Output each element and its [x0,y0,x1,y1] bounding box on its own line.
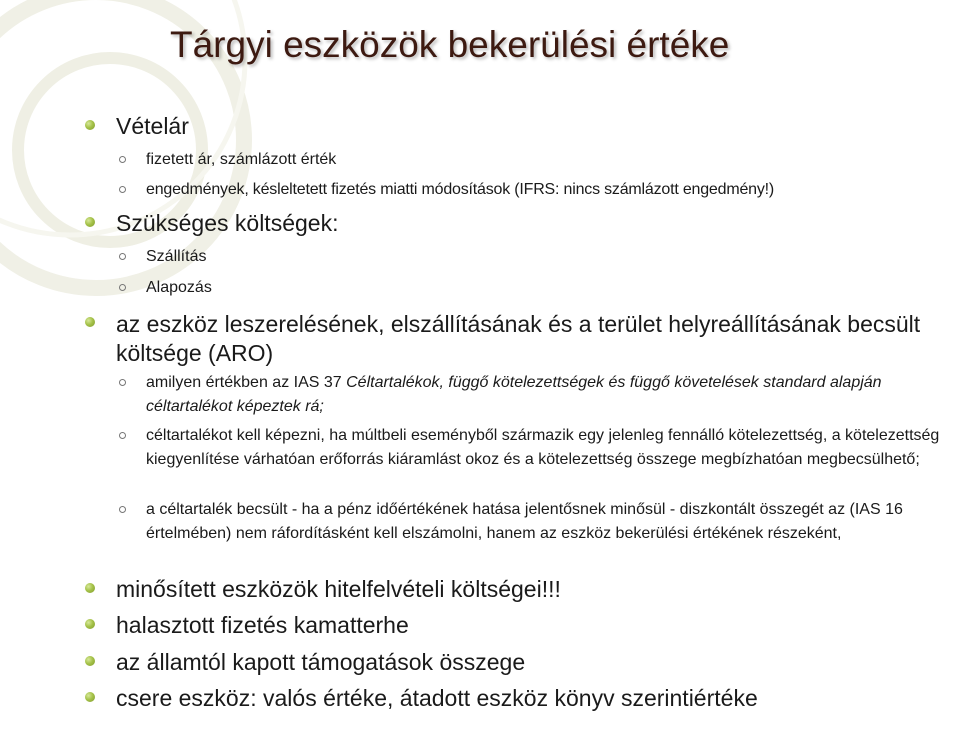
item-text: az államtól kapott támogatások összege [116,649,526,675]
sub-bullet-icon [119,156,126,163]
sub-list-item [146,424,956,472]
list-item [116,649,946,676]
item-text: csere eszköz: valós értéke, átadott eszköz könyv szerintiértéke [116,685,758,711]
bullet-icon [85,317,95,327]
sub-bullet-icon [119,186,126,193]
sub-list-item [146,245,956,269]
item-text: minősített eszközök hitelfelvételi költségei!!! [116,576,561,602]
sub-list-item [146,276,956,300]
slide-title: Tárgyi eszközök bekerülési értéke [170,24,730,65]
item-text: Szükséges költségek: [116,210,339,236]
bullet-icon [85,217,95,227]
list-item [116,685,946,712]
sub-list-item [146,498,956,546]
list-item [116,210,946,237]
item-text: Alapozás [146,279,212,296]
list-item [116,310,946,368]
list-item [116,576,946,603]
sub-bullet-icon [119,379,126,386]
item-text: engedmények, késleltetett fizetés miatti módosítások (IFRS: nincs számlázott engedmény!) [146,181,775,198]
list-item [116,113,946,140]
item-text: amilyen értékben az IAS 37 [146,374,347,391]
bullet-icon [85,656,95,666]
sub-list-item [146,178,956,202]
item-text: az eszköz leszerelésének, elszállításának és a terület helyreállításának becsült költsége (ARO) [116,311,921,366]
item-text: Szállítás [146,248,207,265]
sub-bullet-icon [119,506,126,513]
item-text: fizetett ár, számlázott érték [146,151,337,168]
bullet-icon [85,120,95,130]
sub-bullet-icon [119,253,126,260]
sub-bullet-icon [119,432,126,439]
bullet-icon [85,583,95,593]
bullet-icon [85,692,95,702]
item-text: Vételár [116,113,189,139]
sub-list-item [146,148,956,172]
item-text: halasztott fizetés kamatterhe [116,612,409,638]
bullet-icon [85,619,95,629]
standard-name: Céltartalékok, függő kötelezettségek és függő követelések standard alapján céltartalékot képeztek rá; [146,374,882,415]
item-text: céltartalékot kell képezni, ha múltbeli eseményből származik egy jelenleg fennálló kötelezettség, a kötelezettség kiegyenlítése várhatóan erőforrás kiáramlást okoz és a kötelezettség összege megbízhatóan megbecsülhető; [146,427,940,468]
sub-list-item [146,371,956,419]
list-item [116,612,946,639]
sub-bullet-icon [119,284,126,291]
item-text: a céltartalék becsült - ha a pénz időértékének hatása jelentősnek minősül - diszkontált összegét az (IAS 16 értelmében) nem ráfordításként kell elszámolni, hanem az eszköz bekerülési értékének részeként, [146,501,903,542]
